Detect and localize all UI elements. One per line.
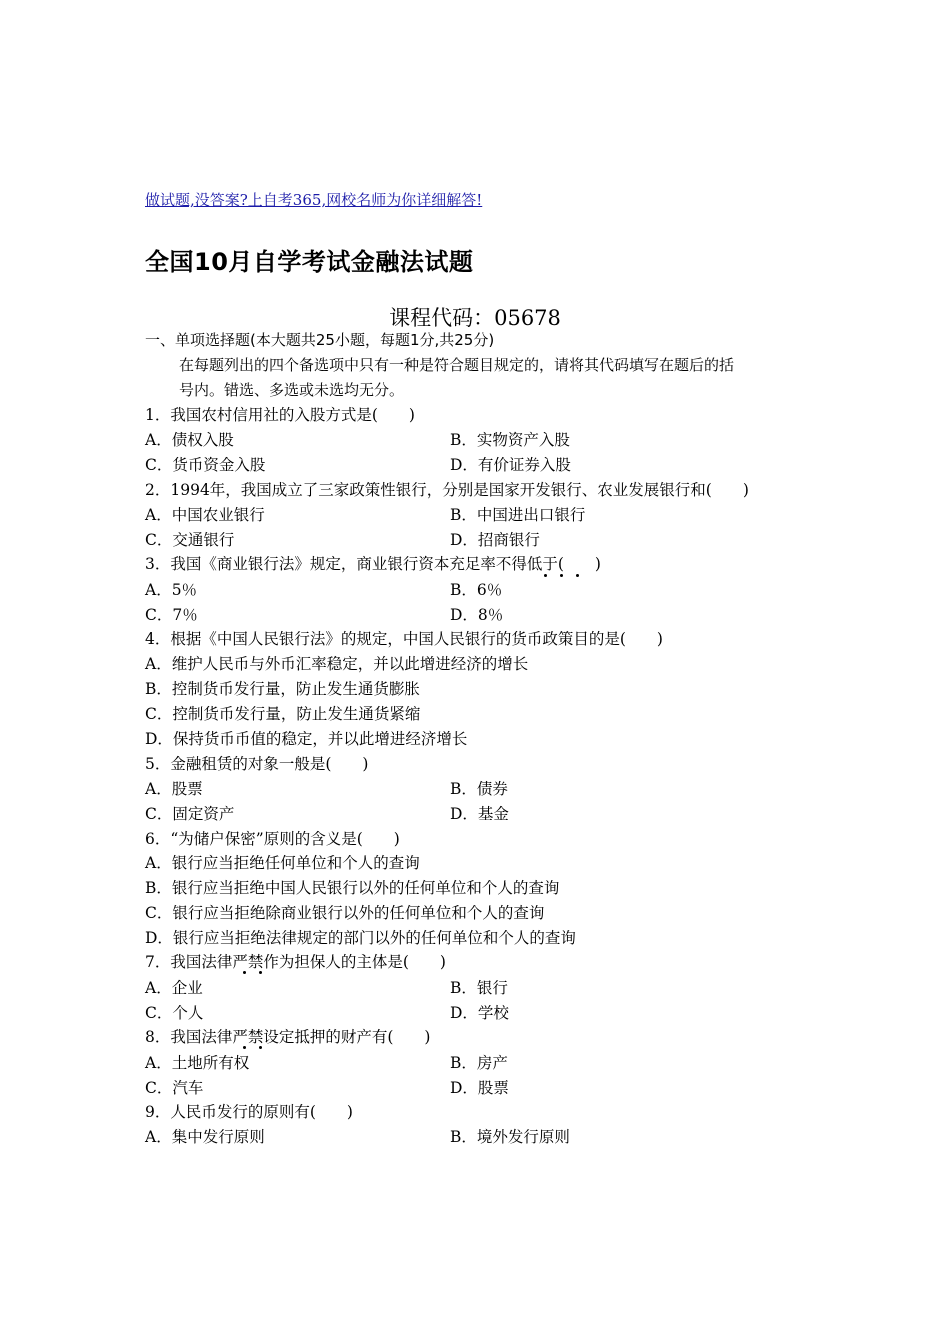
option: C．固定资产 bbox=[145, 805, 235, 823]
option: A．银行应当拒绝任何单位和个人的查询 bbox=[145, 854, 420, 872]
emphasis-dot bbox=[576, 574, 579, 577]
question-stem: 4．根据《中国人民银行法》的规定，中国人民银行的货币政策目的是( ) bbox=[145, 630, 663, 648]
promo-link[interactable]: 做试题,没答案?上自考365,网校名师为你详细解答! bbox=[145, 191, 483, 209]
option: D．保持货币币值的稳定，并以此增进经济增长 bbox=[145, 730, 468, 748]
option: A．维护人民币与外币汇率稳定，并以此增进经济的增长 bbox=[145, 655, 529, 673]
question-stem: 3．我国《商业银行法》规定，商业银行资本充足率不得低于( ) bbox=[145, 555, 601, 573]
option: B．银行应当拒绝中国人民银行以外的任何单位和个人的查询 bbox=[145, 879, 560, 897]
option: B．房产 bbox=[450, 1054, 508, 1072]
option: A．股票 bbox=[145, 780, 203, 798]
emphasis-dot bbox=[560, 574, 563, 577]
emphasis-dot bbox=[243, 971, 246, 974]
option: B．6％ bbox=[450, 581, 503, 599]
question-stem: 6．“为储户保密”原则的含义是( ) bbox=[145, 830, 400, 848]
section-instruction: 号内。错选、多选或未选均无分。 bbox=[179, 381, 405, 399]
option: C．货币资金入股 bbox=[145, 456, 266, 474]
option: B．银行 bbox=[450, 979, 508, 997]
option: D．学校 bbox=[450, 1004, 509, 1022]
option: D．银行应当拒绝法律规定的部门以外的任何单位和个人的查询 bbox=[145, 929, 576, 947]
option: A．土地所有权 bbox=[145, 1054, 250, 1072]
option: A．企业 bbox=[145, 979, 203, 997]
section-heading: 一、单项选择题(本大题共25小题，每题1分,共25分) bbox=[145, 331, 495, 349]
option: D．基金 bbox=[450, 805, 509, 823]
option: B．实物资产入股 bbox=[450, 431, 570, 449]
emphasis-dot bbox=[259, 971, 262, 974]
option: B．中国进出口银行 bbox=[450, 506, 586, 524]
option: D．8％ bbox=[450, 606, 504, 624]
emphasis-dot bbox=[544, 574, 547, 577]
option: A．债权入股 bbox=[145, 431, 234, 449]
option: C．控制货币发行量，防止发生通货紧缩 bbox=[145, 705, 421, 723]
option: B．债券 bbox=[450, 780, 508, 798]
option: A．5％ bbox=[145, 581, 198, 599]
emphasis-dot bbox=[259, 1046, 262, 1049]
question-stem: 1．我国农村信用社的入股方式是( ) bbox=[145, 406, 415, 424]
option: A．集中发行原则 bbox=[145, 1128, 265, 1146]
question-stem: 7．我国法律严禁作为担保人的主体是( ) bbox=[145, 953, 446, 971]
option: C．交通银行 bbox=[145, 531, 235, 549]
option: C．银行应当拒绝除商业银行以外的任何单位和个人的查询 bbox=[145, 904, 545, 922]
option: B．控制货币发行量，防止发生通货膨胀 bbox=[145, 680, 420, 698]
question-stem: 5．金融租赁的对象一般是( ) bbox=[145, 755, 369, 773]
course-code: 课程代码：05678 bbox=[389, 306, 561, 330]
option: D．有价证券入股 bbox=[450, 456, 571, 474]
option: C．汽车 bbox=[145, 1079, 204, 1097]
option: C．个人 bbox=[145, 1004, 204, 1022]
option: D．股票 bbox=[450, 1079, 509, 1097]
question-stem: 8．我国法律严禁设定抵押的财产有( ) bbox=[145, 1028, 431, 1046]
question-stem: 2．1994年，我国成立了三家政策性银行，分别是国家开发银行、农业发展银行和( ) bbox=[145, 481, 749, 499]
option: C．7％ bbox=[145, 606, 198, 624]
document-title: 全国10月自学考试金融法试题 bbox=[145, 248, 474, 276]
section-instruction: 在每题列出的四个备选项中只有一种是符合题目规定的，请将其代码填写在题后的括 bbox=[179, 356, 735, 374]
question-stem: 9．人民币发行的原则有( ) bbox=[145, 1103, 353, 1121]
option: B．境外发行原则 bbox=[450, 1128, 570, 1146]
option: A．中国农业银行 bbox=[145, 506, 265, 524]
option: D．招商银行 bbox=[450, 531, 540, 549]
emphasis-dot bbox=[243, 1046, 246, 1049]
